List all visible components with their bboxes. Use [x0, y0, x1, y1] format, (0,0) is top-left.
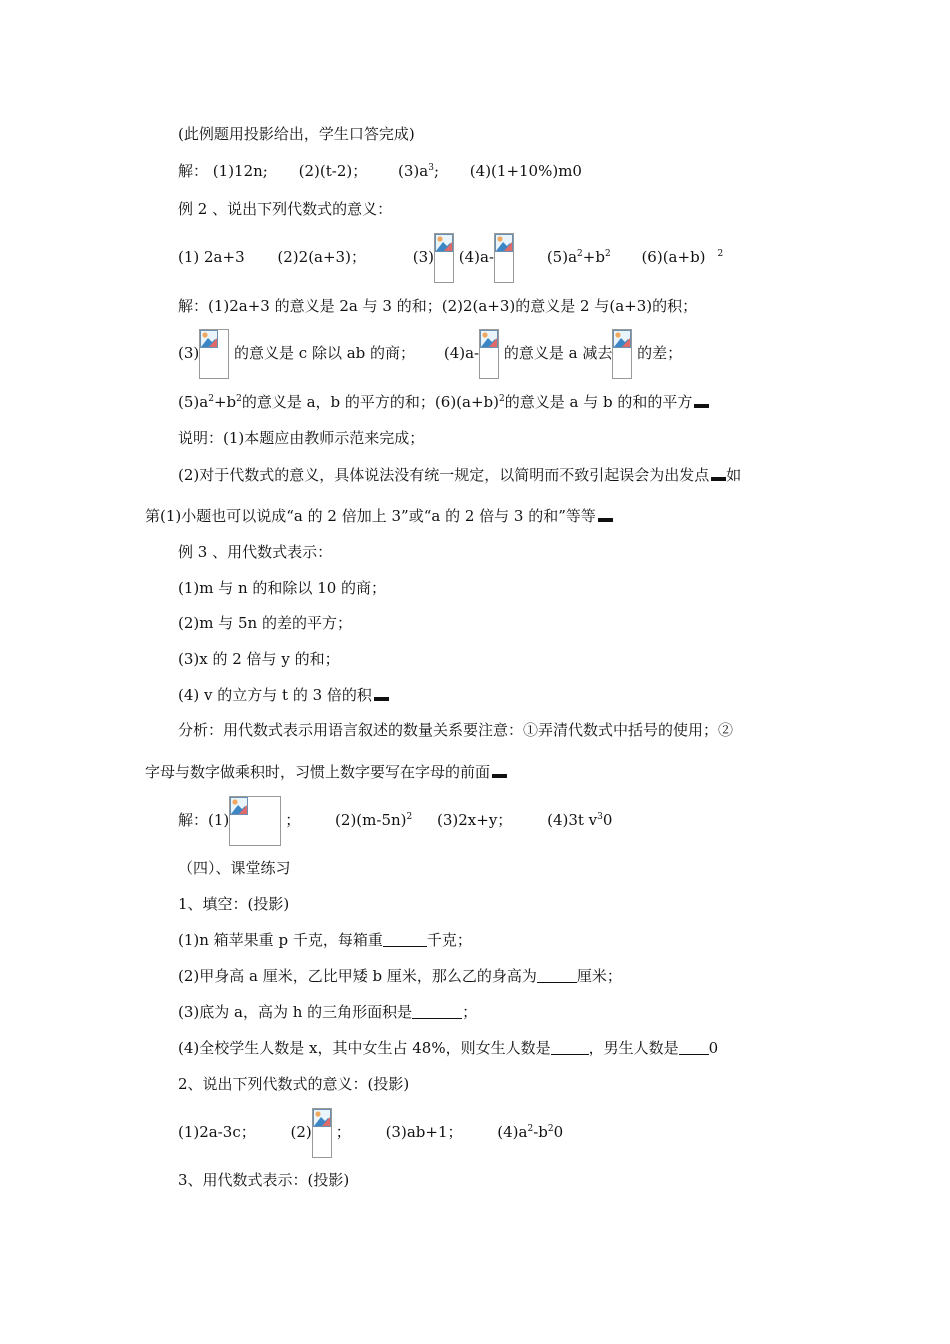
explanation-text: (2)对于代数式的意义，具体说法没有统一规定，以简明而不致引起误会为出发点 [178, 466, 710, 484]
practice-heading: 3、用代数式表示：(投影) [178, 1171, 350, 1189]
practice-heading: 1、填空：(投影) [178, 895, 290, 913]
expression-item: -b [533, 1123, 548, 1141]
superscript: 2 [717, 249, 724, 259]
answer-item: (2)(t-2)； [298, 162, 368, 180]
line-analysis-1 [178, 720, 733, 740]
broken-image-icon [229, 796, 281, 846]
explanation-text: 第(1)小题也可以说成“a 的 2 倍加上 3”或“a 的 2 倍与 3 的和”等等 [145, 507, 596, 525]
practice-heading: 2、说出下列代数式的意义：(投影) [178, 1075, 410, 1093]
expression-item: (1) 2a+3 [178, 248, 245, 266]
expression-item: (1)2a-3c； [178, 1123, 256, 1141]
question-text: ，男生人数是 [588, 1039, 679, 1057]
explanation-text: 如 [726, 466, 742, 484]
exercise-item: (4) v 的立方与 t 的 3 倍的积 [178, 686, 372, 704]
solution-text: 的意义是 a 减去 [503, 344, 613, 362]
solution-text: 的意义是 a，b 的平方的和；(6)(a+b) [241, 393, 499, 411]
analysis-text: 分析：用代数式表示用语言叙述的数量关系要注意：①弄清代数式中括号的使用；② [178, 721, 734, 739]
black-bar-mark [598, 518, 613, 522]
line-practice-1 [178, 894, 289, 914]
question-text: ； [462, 1003, 478, 1021]
line-practice-2 [178, 1074, 409, 1094]
expression-item: (3)ab+1； [385, 1123, 463, 1141]
black-bar-mark [694, 404, 709, 408]
broken-image-icon [479, 329, 499, 379]
expression-item: (6)(a+b) [641, 248, 706, 266]
solution-text: (5)a [178, 393, 209, 411]
answer-item: (3)2x+y； [437, 811, 513, 829]
example-heading: 例 2 、说出下列代数式的意义： [178, 200, 393, 218]
black-bar-mark [492, 774, 507, 778]
solution-text: (3) [178, 344, 200, 362]
exercise-item: (1)m 与 n 的和除以 10 的商； [178, 579, 387, 597]
line-fill-4 [178, 1038, 718, 1058]
line-ex3-item-3 [178, 649, 340, 669]
exercise-item: (2)m 与 5n 的差的平方； [178, 614, 352, 632]
line-section-heading [178, 858, 291, 878]
expression-item: (4)a [497, 1123, 528, 1141]
question-text: (2)甲身高 a 厘米，乙比甲矮 b 厘米，那么乙的身高为 [178, 967, 537, 985]
solution-text: 的意义是 c 除以 ab 的商； [234, 344, 416, 362]
section-heading: （四）、课堂练习 [178, 859, 291, 877]
line-analysis-2 [145, 762, 507, 782]
line-practice-2-items [178, 1107, 563, 1158]
broken-image-icon [494, 233, 514, 283]
line-answer-1 [178, 161, 582, 181]
line-note [178, 124, 415, 144]
superscript: 2 [406, 812, 413, 822]
superscript: 2 [208, 394, 214, 404]
solution-text: 的差； [637, 344, 683, 362]
expression-item: ； [335, 1123, 351, 1141]
question-text: (1)n 箱苹果重 p 千克，每箱重 [178, 931, 383, 949]
line-fill-2 [178, 966, 622, 986]
answer-blank[interactable] [537, 968, 577, 983]
answer-item: 0 [602, 811, 613, 829]
question-text: (3)底为 a，高为 h 的三角形面积是 [178, 1003, 413, 1021]
broken-image-icon [199, 329, 229, 379]
expression-item: (2) [290, 1123, 312, 1141]
solution-text: 的意义是 a 与 b 的和的平方 [504, 393, 693, 411]
line-explanation-2 [178, 465, 741, 485]
solution-text: +b [213, 393, 237, 411]
line-explanation-1 [178, 428, 424, 448]
explanation-text: 说明：(1)本题应由教师示范来完成； [178, 429, 425, 447]
black-bar-mark [711, 477, 726, 481]
superscript: 3 [428, 163, 434, 173]
answer-item: (1)12n; [212, 162, 268, 180]
expression-item: 0 [553, 1123, 564, 1141]
line-ex3-item-1 [178, 578, 386, 598]
line-fill-3 [178, 1002, 477, 1022]
superscript: 2 [577, 249, 583, 259]
superscript: 2 [527, 1124, 534, 1134]
line-solution-2 [178, 328, 682, 379]
exercise-item: (3)x 的 2 倍与 y 的和； [178, 650, 340, 668]
answer-blank[interactable] [383, 932, 427, 947]
line-solution-3 [178, 392, 709, 412]
line-solution-1 [178, 296, 697, 316]
question-text: 0 [708, 1039, 719, 1057]
analysis-text: 字母与数字做乘积时，习惯上数字要写在字母的前面 [145, 763, 491, 781]
example-heading: 例 3 、用代数式表示： [178, 543, 333, 561]
answer-label: 解：(1) [178, 811, 230, 829]
superscript: 2 [547, 1124, 554, 1134]
answer-blank[interactable] [551, 1040, 589, 1055]
note-text: (此例题用投影给出，学生口答完成) [178, 125, 415, 143]
question-text: (4)全校学生人数是 x，其中女生占 48%，则女生人数是 [178, 1039, 551, 1057]
answer-blank[interactable] [412, 1004, 462, 1019]
line-explanation-3 [145, 506, 613, 526]
answer-item: ; [433, 162, 440, 180]
broken-image-icon [312, 1108, 332, 1158]
question-text: 千克； [426, 931, 472, 949]
line-example-3 [178, 542, 332, 562]
expression-item: (2)2(a+3)； [277, 248, 366, 266]
answer-item: (3)a [398, 162, 429, 180]
superscript: 3 [597, 812, 603, 822]
expression-item: (3) [412, 248, 434, 266]
line-ex3-item-2 [178, 613, 352, 633]
superscript: 2 [604, 249, 611, 259]
superscript: 2 [236, 394, 242, 404]
answer-item: (2)(m-5n) [335, 811, 407, 829]
line-example-2 [178, 199, 392, 219]
line-practice-3 [178, 1170, 349, 1190]
line-answer-2 [178, 795, 612, 846]
answer-item: (4)(1+10%)m0 [469, 162, 582, 180]
broken-image-icon [612, 329, 632, 379]
superscript: 2 [499, 394, 505, 404]
question-text: 厘米； [576, 967, 622, 985]
black-bar-mark [374, 697, 389, 701]
solution-text: 解：(1)2a+3 的意义是 2a 与 3 的和；(2)2(a+3)的意义是 2 与(a+3)的积； [178, 297, 698, 315]
answer-item: (4)3t v [547, 811, 598, 829]
answer-blank[interactable] [679, 1040, 709, 1055]
line-fill-1 [178, 930, 472, 950]
answer-item: ； [285, 811, 301, 829]
expression-item: (5)a [546, 248, 578, 266]
solution-text: (4)a- [443, 344, 480, 362]
answer-label: 解： [178, 162, 209, 180]
broken-image-icon [434, 233, 454, 283]
expression-item: +b [582, 248, 605, 266]
line-ex3-item-4 [178, 685, 389, 705]
expression-item: (4)a- [458, 248, 495, 266]
line-example-2-items [178, 233, 723, 283]
